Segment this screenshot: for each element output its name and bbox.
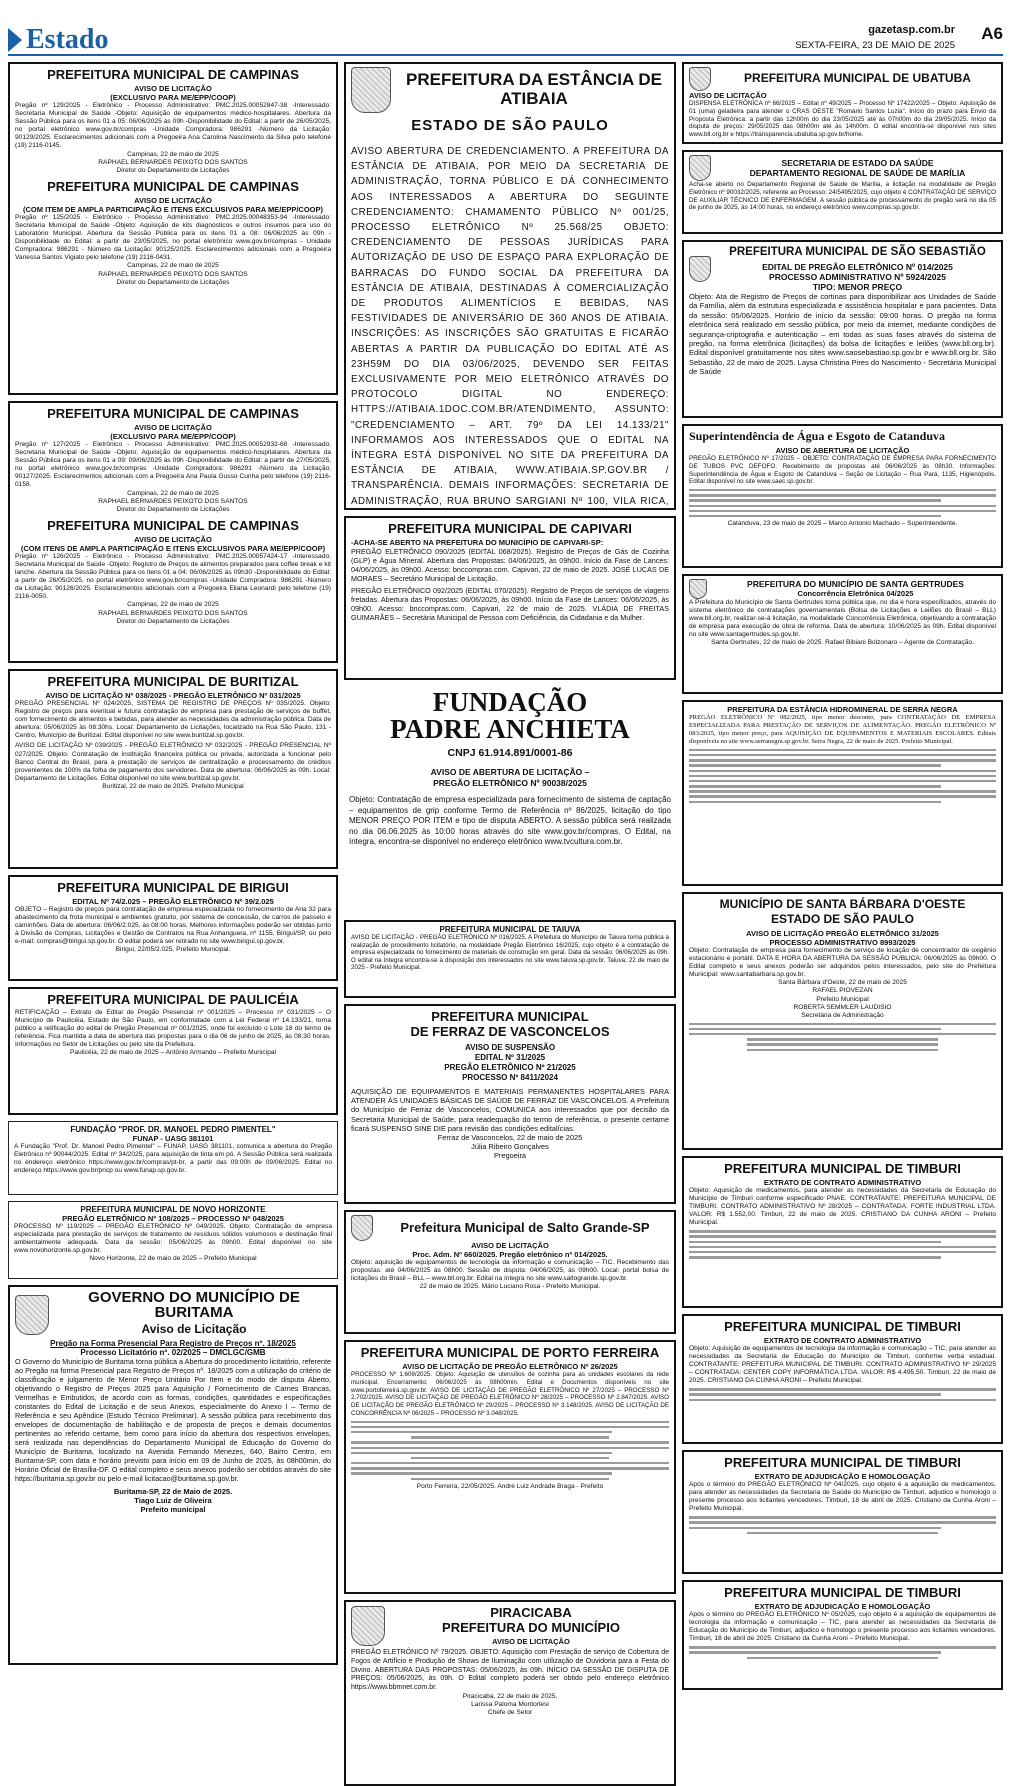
- column-2: [344, 62, 676, 1786]
- notice-title: Prefeitura Municipal de Salto Grande-SP: [400, 1219, 650, 1235]
- notice-subtitle: EXTRATO DE ADJUDICAÇÃO E HOMOLOGAÇÃO: [754, 1472, 931, 1481]
- notice-subtitle: AVISO DE LICITAÇÃO Proc. Adm. Nº 660/2025. Pregão eletrônico nº 014/2025.: [412, 1241, 608, 1259]
- notice-piracicaba: [344, 1600, 676, 1786]
- notice-campinas-2: [8, 401, 338, 663]
- notice-aviso: Aviso de Licitação: [141, 1322, 247, 1336]
- notice-subtitle: AVISO DE LICITAÇÃO DE PREGÃO ELETRÔNICO Nº 26/2025: [402, 1362, 618, 1371]
- notice-title: GOVERNO DO MUNICÍPIO DE BURITAMA: [88, 1289, 300, 1321]
- notice-title: PREFEITURA MUNICIPAL DE BURITIZAL: [47, 674, 299, 689]
- notice-subtitle: EXTRATO DE CONTRATO ADMINISTRATIVO: [763, 1336, 922, 1345]
- notice-text: Após o término do PREGÃO ELETRÔNICO Nº 05/2025, cujo objeto é a aquisição de equipamentos de tecnologia da informação e comunicação – TIC, para atender as necessidades da Secretaria de Educação do Município de Timburi, adjudico e homologo o presente processo aos licitantes vencedores. Timburi, 18 de abril de 2025. Cristiano da Cunha Aroni – Prefeito Municipal.: [689, 1611, 996, 1643]
- notice-sign: Piracicaba, 22 de maio de 2025. Larissa Paloma Montorlesi Chefe de Setor: [462, 1692, 558, 1717]
- notice-subtitle: AVISO DE SUSPENSÃO EDITAL Nº 31/2025 PREGÃO ELETRÔNICO Nº 21/2025 PROCESSO Nº 8411/2024: [444, 1043, 576, 1082]
- notice-text: PREGÃO PRESENCIAL Nº 024/2025, SISTEMA DE REGISTRO DE PREÇOS Nº 035/2025. Objeto: Registro de preços para eventual e futura contratação de empresa para prestação de serviços de buffet, com fornecimento de alimentos e bebidas, para atender as necessidades da administração pública. Data de abertura: 05/06/2025 às 08:30hs. Local: Departamento de Licitações, localizado na Rua São Paulo, 131 - Centro, Município de Buritizal. Edital disponível no site www.buritizal.sp.gov.br.: [15, 700, 331, 740]
- notice-sign: 22 de maio de 2025. Mário Luciano Rosa - Prefeito Municipal.: [419, 1283, 601, 1291]
- notice-text: Pregão nº 125/2025 - Eletrônico - Processo Administrativo: PMC.2025.00048353-94 -Interessado: Secretaria Municipal de Saúde -Objeto: Aquisição de kits diagnósticos e outros insumos para uso do Laboratório Municipal. Abertura da Sessão Pública para os itens 01 a 08: 06/06/2025 às 09h -Disponibilidade do Edital: a partir de 23/05/2025, no portal eletrônico www.gov.br/compras - Unidade Compradora: 986291 - Número da Licitação: 90125/2025. Esclarecimentos adicionais com a Pregoeira Vanessa Santos Vigiato pelo telefone (19) 2116-0431.: [15, 213, 331, 262]
- notice-timburi-1: [682, 1156, 1003, 1308]
- notice-text: PROCESSO Nº 119/2025 – PREGÃO ELETRÔNICO Nº 049/2025. Objeto: Contratação de empresa especializada para prestação de serviços de tratamento de resíduos sólidos volumosos e destinação final ambientalmente adequada. Data da sessão: 05/06/2025 às 09h00. Edital disponível no site www.novohorizonte.sp.gov.br.: [14, 1223, 332, 1255]
- notice-funap: [8, 1121, 338, 1195]
- notice-sign: Santa Gertrudes, 22 de maio de 2025. Rafael Bibiani Bolzonaro – Agente de Contratação.: [711, 639, 974, 647]
- notice-header: [689, 67, 996, 91]
- fine-print-lines: [689, 749, 996, 803]
- notice-sign: Campinas, 22 de maio de 2025 RAPHAEL BERNARDES PEIXOTO DOS SANTOS Diretor do Departamento de Licitações: [98, 150, 248, 174]
- notice-subtitle: (EXCLUSIVO PARA ME/EPP/COOP): [110, 432, 236, 441]
- notice-text: A Prefeitura do Município de Santa Gertrudes torna pública que, no dia e hora especificados, através do sistema eletrônico de contratações governamentais (Bolsa de Licitações e Leilões do Brasil – BLL) www.bll.org.br, realizar-se-á licitação, na modalidade Concorrência Eletrônica, objetivando a contratação de empresa para execução de obra de reforma. Data de abertura: 10/06/2025 às 09h. Edital disponível no site www.santagertrudes.sp.gov.br.: [689, 599, 996, 639]
- notice-text: PREGÃO ELETRÔNICO Nº 17/2025 – OBJETO: CONTRATAÇÃO DE EMPRESA PARA FORNECIMENTO DE TUBOS PVC DEFOFO. Recebimento de propostas até 06/06/2025 às 08h30. Informações: Superintendência de Água e Esgoto de Catanduva – Seção de Licitação – Rua Pará, 1135, Higienópolis. Edital disponível no site www.saec.sp.gov.br.: [689, 455, 996, 486]
- coat-of-arms-icon: [351, 1606, 385, 1646]
- notice-text: AVISO DE LICITAÇÃO - PREGÃO ELETRÔNICO Nº 016/2025. A Prefeitura do Município de Taiuva torna pública a realização de procedimento licitatório, na modalidade Pregão Eletrônico 16/2025, cujo objeto é a contratação de empresa especializada no fornecimento de materiais de construção em geral. Data da sessão: 06/06/2025 às 09h. O edital na íntegra encontra-se à disposição dos interessados no site www.taiuva.sp.gov.br. Taiuva, 22 de maio de 2025 - Prefeito Municipal.: [351, 934, 669, 972]
- notice-header: [351, 1215, 669, 1241]
- notice-birigui: [8, 875, 338, 981]
- notice-subtitle: (COM ITEM DE AMPLA PARTICIPAÇÃO E ITENS EXCLUSIVOS PARA ME/EPP/COOP): [22, 204, 324, 214]
- notice-subtitle: EDITAL Nº 74/2.025 – PREGÃO ELETRÔNICO Nº 39/2.025: [72, 897, 274, 906]
- notice-text: AVISO DE LICITAÇÃO Nº 039/2025 - PREGÃO ELETRÔNICO Nº 032/2025 - PREGÃO PRESENCIAL Nº 027/2025. Objeto: Contratação de instituição financeira pública ou privada, autorizada a funcionar pelo Banco Central do Brasil, para a prestação de serviços de centralização e processamento de créditos provenientes de 100% da folha de pagamento dos servidores. Data de abertura: 06/06/2025 às 09h. Local: Departamento de Licitações. Edital disponível no site www.buritizal.sp.gov.br.: [15, 742, 331, 782]
- page-number: A6: [981, 24, 1003, 43]
- notice-ferraz: [344, 1004, 676, 1204]
- notice-subtitle-2: Processo Licitatório nº. 02/2025 – DMCLGC/GMB: [80, 1348, 266, 1357]
- notice-title: PREFEITURA MUNICIPAL DE TIMBURI: [724, 1585, 961, 1600]
- notice-title: MUNICÍPIO DE SANTA BÁRBARA D'OESTE ESTADO DE SÃO PAULO: [719, 897, 966, 926]
- fine-print-lines: [689, 1516, 996, 1534]
- notice-text: Objeto: aquisição de equipamentos de tecnologia da informação e comunicação – TIC. Recebimento das propostas: até 04/06/2025 às 08h00. Sessão de disputa: 04/06/2025, às 09h00. Local: portal bolsa de licitações do Brasil – BLL – www.bll.org.br. Edital na íntegra no site www.saltogrande.sp.gov.br.: [351, 1259, 669, 1283]
- notice-text: PREGÃO ELETRÔNICO Nº 79/2025. OBJETO: Aquisição com Prestação de serviço de Cobertura de Fogos de Artifício e Produção de Shows de Iluminação com utilização de Ouvidoria para a Festa do Divino. ABERTURA DAS PROPOSTAS: 05/06/2025, às 09h. INÍCIO DA SESSÃO DE DISPUTA DE PREÇOS: 05/06/2025, às 09h. O Edital completo poderá ser obtido pelo endereço eletrônico https://www.bbmnet.com.br.: [351, 1649, 669, 1692]
- notice-text: Objeto: Aquisição de equipamentos de tecnologia da informação e comunicação – TIC, para atender as necessidades da Secretaria de Educação do Município de Timburi, conforme verba estadual. CONTRATANTE: PREFEITURA MUNICIPAL DE TIMBURI. CONTRATO ADMINISTRATIVO Nº 29/2025 – CONTRATADA: CENTER COPY INFORMÁTICA LTDA. VALOR: R$ 4.495,50. Timburi, 22 de maio de 2025. CRISTIANO DA CUNHA ARONI – Prefeito Municipal.: [689, 1345, 996, 1385]
- notice-subtitle: FUNAP - UASG 381101: [132, 1134, 214, 1143]
- notice-serra-negra: [682, 700, 1003, 886]
- notice-title: PREFEITURA MUNICIPAL DE TAIUVA: [439, 925, 581, 934]
- notice-title: PREFEITURA DA ESTÂNCIA DE ATIBAIA: [406, 70, 662, 108]
- notice-salto-grande: [344, 1210, 676, 1334]
- notice-santa-gertrudes: [682, 574, 1003, 694]
- notice-header: [689, 155, 996, 181]
- notice-aviso: AVISO DE LICITAÇÃO: [689, 91, 767, 100]
- notice-catanduva: [682, 424, 1003, 568]
- notice-text: O Governo do Município de Buritama torna pública a Abertura do procedimento licitatório, referente ao Pregão na forma Presencial para Registro de Preços nº. 18/2025 com a utilização do critério de classificação e julgamento de Menor Preço Unitário Por Item e do modo de disputa Aberto, objetivando o Registro de Preços 2025 para Aquisição / Fornecimento de Carnes Brancas, Vermelhas e Embutidos, de acordo com as formas, condições, quantidades e especificações constantes do Edital de Licitação e de seus Anexos, especialmente do Anexo I – Termo de Referência e seu Apêndice (Estudo Técnico Preliminar). A sessão pública para recebimento dos envelopes de documentação de habilitação e de proposta de preços e demais documentos pertinentes ao referido certame, bem como para início da abertura dos respectivos envelopes, será realizada nas dependências do Departamento Municipal de Educação do Governo do Município de Buritama, localizado na Avenida Fernando Menezes, 640, Bairro Centro, em Buritama-SP, com data e horário previsto para início em 09 de Junho de 2025, às 08h00min, do Horário Oficial de Brasília-DF. O edital completo e seus anexos poderão ser obtidos através do site https://buritama.sp.gov.br ou pelo e-mail licitacao@buritama.sp.gov.br.: [15, 1357, 331, 1483]
- coat-of-arms-icon: [351, 67, 391, 113]
- notice-title: FUNDAÇÃO "PROF. DR. MANOEL PEDRO PIMENTEL": [70, 1125, 276, 1134]
- notice-title: PREFEITURA MUNICIPAL DE PAULICÉIA: [47, 992, 299, 1007]
- notice-state: ESTADO DE SÃO PAULO: [411, 117, 609, 134]
- notice-sign: Ferraz de Vasconcelos, 22 de maio de 2025 Júlia Ribeiro Gonçalves Pregoeira: [437, 1133, 583, 1161]
- notice-title: PREFEITURA MUNICIPAL DE CAMPINAS: [47, 67, 299, 82]
- notice-header: [15, 1290, 331, 1339]
- notice-aviso: AVISO DE LICITAÇÃO: [134, 195, 212, 205]
- notice-header: [689, 579, 996, 599]
- notice-text: Objeto: Ata de Registro de Preços de cortinas para disponibilizar aos Unidades de Saúde da Família, além da estrutura especializada e assistência hospitalar e para pacientes. Data da sessão: 05/06/2025. Horário de início da sessão: 09:00 horas. O pregão na forma eletrônica será realizado em sessão pública, por meio da internet, mediante condições de segurança-criptografia e autenticação – em todas as suas fases através do sistema de pregão, na forma eletrônica (licitações) da bolsa de licitações e leilões (www.bll.org.br). Edital disponível gratuitamente nos sites www.saosebastiao.sp.gov.br e www.bll.org.br. São Sebastião, 22 de maio de 2025. Laysa Christina Pires do Nascimento - Secretária Municipal de Saúde: [689, 292, 996, 377]
- notice-timburi-2: [682, 1314, 1003, 1444]
- fine-print-lines: [689, 489, 996, 517]
- notice-ubatuba: [682, 62, 1003, 144]
- notice-anchieta: [344, 686, 676, 914]
- notice-text: RETIFICAÇÃO – Extrato de Edital de Pregão Presencial nº 001/2025 – Processo nº 031/2025 – O Município de Paulicéia, Estado de São Paulo, em conformidade com a Lei Federal nº 14.133/21, torna público a retificação do edital de Pregão Presencial nº 001/2025, onde foi excluído o Lote 18 do termo de referência. Fica mantida a data de abertura das propostas para o dia 06 de junho de 2025, às 08:30 horas. Informações no Setor de Licitações ou pelo site da Prefeitura.: [15, 1009, 331, 1049]
- notice-text: DISPENSA ELETRÔNICA nº 66/2025 – Edital nº 49/2025 – Processo Nº 17422/2025 – Objeto: Aquisição de 01 (uma) geladeira para atender o CRAS OESTE "Romário Santos Luzia". Início do prazo para Envio da Proposta Eletrônica: a partir das 12h00m do dia 23/05/2025 até às 07h00m do dia 29/05/2025. Início da disputa de preços: 29/05/2025 das 08h00m até às 14h00m. O edital encontra-se disponível nos sites www.bll.org.br e https://transparencia.ubatuba.sp.gov.br/home.: [689, 100, 996, 139]
- notice-title: Superintendência de Água e Esgoto de Catanduva: [689, 429, 946, 443]
- notice-sign: Santa Bárbara d'Oeste, 22 de maio de 2025 RAFAEL PIOVEZAN Prefeito Municipal ROBERTA SEMMLER LAUDISIO Secretária de Administração: [778, 979, 907, 1019]
- notice-sign: Novo Horizonte, 22 de maio de 2025 – Prefeito Municipal: [89, 1255, 257, 1263]
- notice-sign: Campinas, 22 de maio de 2025 RAPHAEL BERNARDES PEIXOTO DOS SANTOS Diretor do Departamento de Licitações: [98, 262, 248, 286]
- issue-date: SEXTA-FEIRA, 23 DE MAIO DE 2025: [795, 40, 955, 51]
- notice-taiuva: [344, 920, 676, 998]
- notice-subtitle: EXTRATO DE CONTRATO ADMINISTRATIVO: [763, 1178, 922, 1187]
- notice-title: PREFEITURA MUNICIPAL DE CAMPINAS: [47, 178, 299, 194]
- notice-title: PREFEITURA MUNICIPAL DE CAMPINAS: [47, 406, 299, 421]
- notice-sign: Porto Ferreira, 22/05/2025. André Luiz Andrade Braga - Prefeito: [416, 1482, 604, 1490]
- notice-subtitle: EXTRATO DE ADJUDICAÇÃO E HOMOLOGAÇÃO: [754, 1602, 931, 1611]
- header-rule: [8, 54, 1003, 56]
- site-name: gazetasp.com.br: [868, 24, 955, 36]
- notice-title: PREFEITURA DO MUNICÍPIO DE SANTA GERTRUDES: [747, 579, 964, 589]
- section-brand: [8, 24, 108, 56]
- notice-aviso: AVISO DE LICITAÇÃO: [134, 423, 212, 432]
- notice-text: Objeto: Aquisição de medicamentos, para atender as necessidades da Secretaria de Educação do Município de Timburi conforme especificado PNAE. CONTRATANTE: PREFEITURA MUNICIPAL DE TIMBURI. CONTRATO ADMINISTRATIVO Nº 28/2025 – CONTRATADA: FORTE INDUSTRIAL LTDA. VALOR: R$ 1.552,00. Timburi, 22 de maio de 2025. CRISTIANO DA CUNHA ARONI – Prefeito Municipal.: [689, 1187, 996, 1227]
- notice-buritizal: [8, 669, 338, 869]
- notice-title: FUNDAÇÃO PADRE ANCHIETA: [390, 687, 630, 744]
- notice-subtitle: Pregão na Forma Presencial Para Registro de Preços nº. 18/2025: [50, 1339, 296, 1348]
- notice-title: PREFEITURA MUNICIPAL DE PORTO FERREIRA: [360, 1345, 660, 1360]
- notice-subtitle: (COM ITENS DE AMPLA PARTICIPAÇÃO E ITENS EXCLUSIVOS PARA ME/EPP/COOP): [20, 543, 326, 553]
- notice-text: PREGÃO ELETRÔNICO 092/2025 (EDITAL 070/2025). Registro de Preços de serviços de viagens fretadas. Abertura das Propostas: 06/06/2025, às 09h00. Início da Fase de Lances: 06/06/2025, às 09h00. Acesso: bnccompras.com. Capivari, 22 de maio de 2025. VLÁDIA DE FREITAS GUIMARÃES – Secretária Municipal de Pessoa com Deficiência, da Cidadania e da Mulher.: [351, 586, 669, 622]
- notice-subtitle: PREGÃO ELETRÔNICO Nº 108/2025 – PROCESSO Nº 048/2025: [62, 1214, 284, 1223]
- fine-print-lines: [351, 1421, 669, 1480]
- notice-capivari: [344, 516, 676, 680]
- notice-timburi-4: [682, 1580, 1003, 1690]
- fine-print-lines: [689, 1023, 996, 1051]
- column-3: [682, 62, 1003, 1696]
- notice-title: PREFEITURA MUNICIPAL DE UBATUBA: [744, 70, 971, 85]
- notice-title: SECRETARIA DE ESTADO DA SAÚDE DEPARTAMENTO REGIONAL DE SAÚDE DE MARÍLIA: [749, 158, 966, 178]
- notice-cnpj: CNPJ 61.914.891/0001-86: [447, 747, 573, 759]
- notice-subtitle: AVISO DE ABERTURA DE LICITAÇÃO: [775, 446, 910, 455]
- notice-porto-ferreira: [344, 1340, 676, 1594]
- notice-aviso: AVISO DE LICITAÇÃO: [134, 534, 212, 544]
- notice-subtitle: (EXCLUSIVO PARA ME/EPP/COOP): [110, 93, 236, 102]
- notice-text: Pregão nº 126/2025 - Eletrônico - Processo Administrativo: PMC.2025.00057424-17 -Interessado: Secretaria Municipal de Saúde -Objeto: Registro de Preços de alimentos preparados para coffee break e kit lanche. Abertura da Sessão Pública para os itens 01 a 04: 06/06/2025 às 09h30 -Disponibilidade do Edital: a partir de 26/05/2025, no portal eletrônico www.gov.br/compras -Unidade Compradora: 986291 -Número da Licitação: 90126/2025. Esclarecimentos adicionais com a Pregoeira Eliana Leonardi pelo telefone (19) 2116-0050.: [15, 552, 331, 601]
- notice-atibaia: [344, 62, 676, 510]
- notice-title: PREFEITURA MUNICIPAL DE FERRAZ DE VASCONCELOS: [410, 1009, 610, 1039]
- notice-text: PROCESSO Nº 1.609/2025. Objeto: Aquisição de utensílios de cozinha para as unidades escolares da rede municipal. Encerramento: 06/06/2025 às 08h00min. Edital e Documentos disponíveis no site www.portoferreira.sp.gov.br. AVISO DE LICITAÇÃO DE PREGÃO ELETRÔNICO Nº 27/2025 – PROCESSO Nº 2.702/2025. AVISO DE LICITAÇÃO DE PREGÃO ELETRÔNICO Nº 28/2025 – PROCESSO Nº 2.847/2025. AVISO DE LICITAÇÃO DE PREGÃO ELETRÔNICO Nº 29/2025 – PROCESSO Nº 3.148/2025. AVISO DE LICITAÇÃO DE CONCORRÊNCIA Nº 06/2025 – PROCESSO Nº 3.048/2025.: [351, 1371, 669, 1417]
- notice-subtitle: AVISO DE LICITAÇÃO Nº 038/2025 - PREGÃO ELETRÔNICO Nº 031/2025: [45, 691, 301, 700]
- coat-of-arms-icon: [689, 67, 711, 91]
- notice-title: PREFEITURA MUNICIPAL DE TIMBURI: [724, 1455, 961, 1470]
- notice-text: A Fundação "Prof. Dr. Manoel Pedro Pimentel" – FUNAP, UASG 381101, comunica a abertura do Pregão Eletrônico nº 90044/2025. Edital nº 34/2025, para aquisição de tinta em pó. A Sessão Pública será realizada no endereço eletrônico https://www.gov.br/compras/pt-br, a partir das 09:00h de 09/06/2025. Edital no endereço https://www.gov.br/pncp ou www.funap.sp.gov.br.: [14, 1143, 332, 1175]
- notice-santa-barbara: [682, 892, 1003, 1150]
- notice-header: [351, 1605, 669, 1646]
- notice-title: PIRACICABA PREFEITURA DO MUNICÍPIO: [442, 1605, 620, 1635]
- coat-of-arms-icon: [15, 1295, 49, 1335]
- column-1: [8, 62, 338, 1671]
- notice-title: PREFEITURA MUNICIPAL DE BIRIGUI: [57, 880, 289, 895]
- notice-aviso: AVISO DE ABERTURA DE LICITAÇÃO – PREGÃO ELETRÔNICO Nº 90038/2025: [430, 767, 590, 788]
- fine-print-lines: [689, 1646, 996, 1659]
- masthead: [8, 22, 1003, 55]
- notice-sign: Birigui, 22/05/2.025. Prefeito Municipal.: [115, 946, 231, 954]
- notice-marilia: [682, 150, 1003, 234]
- notice-text: Objeto: Contratação de empresa especializada para fornecimento de sistema de captação – equipamentos de grip conforme Termo de Referência nº 86/2025, licitação do tipo MENOR PREÇO POR ITEM e tipo de disputa ABERTO. A sessão pública será realizada no dia 06.06.2025 às 10:00 horas através do site www.gov.br/compras. O Edital, na íntegra, encontra-se disponível no endereço eletrônico www.tvcultura.com.br.: [349, 795, 671, 846]
- notice-sign: Buritizal, 22 de maio de 2025. Prefeito Municipal: [102, 782, 244, 790]
- notice-subtitle: -ACHA-SE ABERTO NA PREFEITURA DO MUNICÍPIO DE CAPIVARI-SP:: [351, 538, 604, 547]
- coat-of-arms-icon: [689, 579, 707, 599]
- coat-of-arms-icon: [351, 1215, 373, 1241]
- notice-title: PREFEITURA MUNICIPAL DE TIMBURI: [724, 1319, 961, 1334]
- notice-text: AVISO ABERTURA DE CREDENCIAMENTO. A PREFEITURA DA ESTÂNCIA DE ATIBAIA, POR MEIO DA SECRETARIA DE ADMINISTRAÇÃO, TORNA PÚBLICO E DÁ CONHECIMENTO AOS INTERESSADOS A ABERTURA DO SEGUINTE CREDENCIAMENTO: CHAMAMENTO PÚBLICO Nº 001/25, PROCESSO ELETRÔNICO Nº 25.568/25 OBJETO: CREDENCIAMENTO DE PESSOAS JURÍDICAS PARA AUTORIZAÇÃO DE USO DE ESPAÇO PARA EXPLORAÇÃO DE BARRACAS DO FUNDO SOCIAL DA PREFEITURA DA ESTÂNCIA DE ATIBAIA, DESTINADAS À COMERCIALIZAÇÃO DE PRODUTOS ALIMENTÍCIOS E BEBIDAS, NAS FESTIVIDADES DE ANIVERSÁRIO DE 360 ANOS DE ATIBAIA. INSCRIÇÕES: AS INSCRIÇÕES SÃO GRATUITAS E FICARÃO ABERTAS A PARTIR DA PUBLICAÇÃO DO EDITAL ATÉ AS 23H59M DO DIA 03/06/2025, DEVENDO SER FEITAS EXCLUSIVAMENTE POR MEIO ELETRÔNICO ATRAVÉS DO PROTOCOLO DIGITAL NO ENDEREÇO: HTTPS://ATIBAIA.1DOC.COM.BR/ATENDIMENTO, ASSUNTO: "CREDENCIAMENTO – ART. 79º DA LEI 14.133/21" INFORMAMOS AOS INTERESSADOS QUE O EDITAL NA ÍNTEGRA ESTÁ DISPONÍVEL NO SITE DA PREFEITURA DA ESTÂNCIA DE ATIBAIA, WWW.ATIBAIA.SP.GOV.BR / TRANSPARÊNCIA. DEMAIS INFORMAÇÕES: SECRETARIA DE ADMINISTRAÇÃO, RUA BRUNO SARGIANI Nº 100, VILA RICA,: [351, 146, 669, 507]
- arrow-icon: [8, 28, 22, 52]
- notice-sign: Campinas, 22 de maio de 2025 RAPHAEL BERNARDES PEIXOTO DOS SANTOS Diretor do Departamento de Licitações: [98, 489, 248, 513]
- notice-pauliceia: [8, 987, 338, 1115]
- fine-print-lines: [689, 1388, 996, 1401]
- notice-subtitle: Concorrência Eletrônica 04/2025: [797, 589, 914, 598]
- notice-buritama: [8, 1285, 338, 1665]
- fine-print-lines: [689, 1230, 996, 1258]
- notice-header: [351, 67, 669, 113]
- notice-title: PREFEITURA MUNICIPAL DE NOVO HORIZONTE: [80, 1205, 266, 1214]
- notice-sign: Buritama-SP, 22 de Maio de 2025. Tiago Luiz de Oliveira Prefeito municipal: [113, 1487, 233, 1514]
- notice-text: Após o término do PREGÃO ELETRÔNICO Nº 04/2025, cujo objeto é a aquisição de medicamentos, para atender as necessidades da Secretaria de Saúde do Município de Timburi, adjudico e homologo o presente processo aos licitantes vencedores. Timburi, 18 de abril de 2025. Cristiano da Cunha Aroni – Prefeito Municipal.: [689, 1481, 996, 1513]
- notice-text: OBJETO – Registro de preços para contratação de empresa especializada no fornecimento de Aria 32 para abastecimento da frota municipal e ambientes gratuito, por sistema de concessão, de carros de passeio e caminhões. Data de abertura: 06/06/2.025, às 08:00 horas. Melhores informações poderão ser obtidas junto à Divisão de Compras, Licitações e Gestão de Contratos na Rua Anhanguera, nº 1155, Birigui/SP, ou pelo e-mail: compras@birigui.sp.gov.br. O edital poderá ser retirado no site www.birigui.sp.gov.br.: [15, 906, 331, 946]
- notice-text: Acha-se aberto no Departamento Regional de Saúde de Marília, a licitação na modalidade de Pregão Eletrônico nº 90032/2025, referente ao Processo: 24/5495/2025, cujo objeto é CONTRATAÇÃO DE SERVIÇO DE AUXILIAR TÉCNICO DE ENFERMAGEM. A sessão pública de processamento do pregão será no dia 05 de junho de 2025, às 14:00 horas, no endereço eletrônico www.compras.sp.gov.br.: [689, 181, 996, 212]
- coat-of-arms-icon: [689, 155, 711, 181]
- notice-sign: Campinas, 22 de maio de 2025 RAPHAEL BERNARDES PEIXOTO DOS SANTOS Diretor do Departamento de Licitações: [98, 601, 248, 625]
- notice-text: PREGÃO ELETRÔNICO 090/2025 (EDITAL 068/2025). Registro de Preços de Gás de Cozinha (GLP) e Água Mineral. Abertura das Propostas: 04/06/2025, às 09h00. Início da Fase de Lances: 04/06/2025, às 09h00. Acesso: bnccompras.com. Capivari, 22 de maio de 2025. JOSÉ LUCAS DE MORAES – Secretário Municipal de Licitação.: [351, 547, 669, 583]
- notice-aviso: AVISO DE LICITAÇÃO: [134, 84, 212, 93]
- notice-text: Pregão nº 129/2025 - Eletrônico - Processo Administrativo: PMC.2025.00052847-38 -Interessado: Secretaria Municipal de Saúde -Objeto: Aquisição de equipamentos médico-hospitalares. Abertura da Sessão Pública para os itens 01 a 05: 06/06/2025 às 09h -Disponibilidade do Edital: a partir de 26/05/2025, no portal eletrônico www.gov.br/compras -Unidade Compradora: 986291 -Número da Licitação: 90129/2025. Esclarecimentos adicionais com a Pregoeira Ana Carolina Nascimento da Silva pelo telefone (19) 2116-0145.: [15, 102, 331, 150]
- notice-header: [689, 245, 996, 292]
- notice-sign: Paulicéia, 22 de maio de 2025 – Antônio Armando – Prefeito Municipal: [69, 1049, 276, 1057]
- notice-text: Objeto: Contratação de empresa para fornecimento de serviço de locação de concentrador de oxigênio estacionário e portátil. DATA E HORA DA ABERTURA DA SESSÃO PÚBLICA: 06/06/2025 às 09h00. O Edital completo e seus anexos poderão ser adquiridos pelos interessados, pelo site do Prefeitura Municipal: www.santabarbara.sp.gov.br.: [689, 947, 996, 979]
- notice-novo-horizonte: [8, 1201, 338, 1279]
- section-title: Estado: [26, 24, 109, 55]
- notice-title: PREFEITURA MUNICIPAL DE SÃO SEBASTIÃO: [729, 246, 986, 258]
- notice-subtitle: AVISO DE LICITAÇÃO PREGÃO ELETRÔNICO 31/2025 PROCESSO ADMINISTRATIVO 8993/2025: [746, 929, 939, 947]
- notice-sao-sebastiao: [682, 240, 1003, 418]
- notice-text: PREGÃO ELETRÔNICO Nº 082/2025, tipo menor desconto, para CONTRATAÇÃO DE EMPRESA ESPECIALIZADA PARA PRESTAÇÃO DE SERVIÇOS DE ALIMENTAÇÃO. PREGÃO ELETRÔNICO Nº 083/2025, tipo menor preço, para AQUISIÇÃO DE EQUIPAMENTOS E MATERIAIS ESCOLARES. Editais disponíveis no site www.serranegra.sp.gov.br. Serra Negra, 22 de maio de 2025. Prefeito Municipal.: [689, 714, 996, 745]
- notice-timburi-3: [682, 1450, 1003, 1574]
- notice-title: PREFEITURA MUNICIPAL DE CAPIVARI: [388, 521, 632, 536]
- coat-of-arms-icon: [689, 256, 711, 282]
- notice-title: PREFEITURA MUNICIPAL DE TIMBURI: [724, 1161, 961, 1176]
- notice-title: PREFEITURA MUNICIPAL DE CAMPINAS: [47, 517, 299, 533]
- notice-text: Pregão nº 127/2025 - Eletrônico - Processo Administrativo: PMC.2025.00052932-68 -Interessado: Secretaria Municipal de Saúde -Objeto: Aquisição de equipamentos médico-hospitalares. Abertura da Sessão Pública para os itens 01 a 09: 09/06/2025 às 09h -Disponibilidade do Edital: a partir de 27/05/2025, no portal eletrônico www.gov.br/compras -Unidade Compradora: 986291 -Número da Licitação: 90127/2025. Esclarecimentos adicionais com a Pregoeira Ana Paula Gusso Cunha pelo telefone (19) 2116-0158.: [15, 441, 331, 489]
- notice-campinas: [8, 62, 338, 395]
- notice-title: PREFEITURA DA ESTÂNCIA HIDROMINERAL DE SERRA NEGRA: [727, 705, 958, 714]
- notice-aviso: AVISO DE LICITAÇÃO: [492, 1637, 570, 1646]
- notice-sign: Catanduva, 23 de maio de 2025 – Marco Antonio Machado – Superintendente.: [727, 520, 958, 528]
- notice-text: AQUISIÇÃO DE EQUIPAMENTOS E MATERIAIS PERMANENTES HOSPITALARES PARA ATENDER ÀS UNIDADES BÁSICAS DE SAÚDE DE FERRAZ DE VASCONCELOS. A Prefeitura do Município de Ferraz de Vasconcelos, COMUNICA aos interessados que por decisão da Secretaria Municipal de Saúde, para readequação do termo de referência, o presente certame ficará SUSPENSO SINE DIE para revisão das condições editalícias.: [351, 1087, 669, 1133]
- notice-subtitle: EDITAL DE PREGÃO ELETRÔNICO Nº 014/2025 PROCESSO ADMINISTRATIVO Nº 5924/2025 TIPO: MENOR PREÇO: [762, 262, 953, 292]
